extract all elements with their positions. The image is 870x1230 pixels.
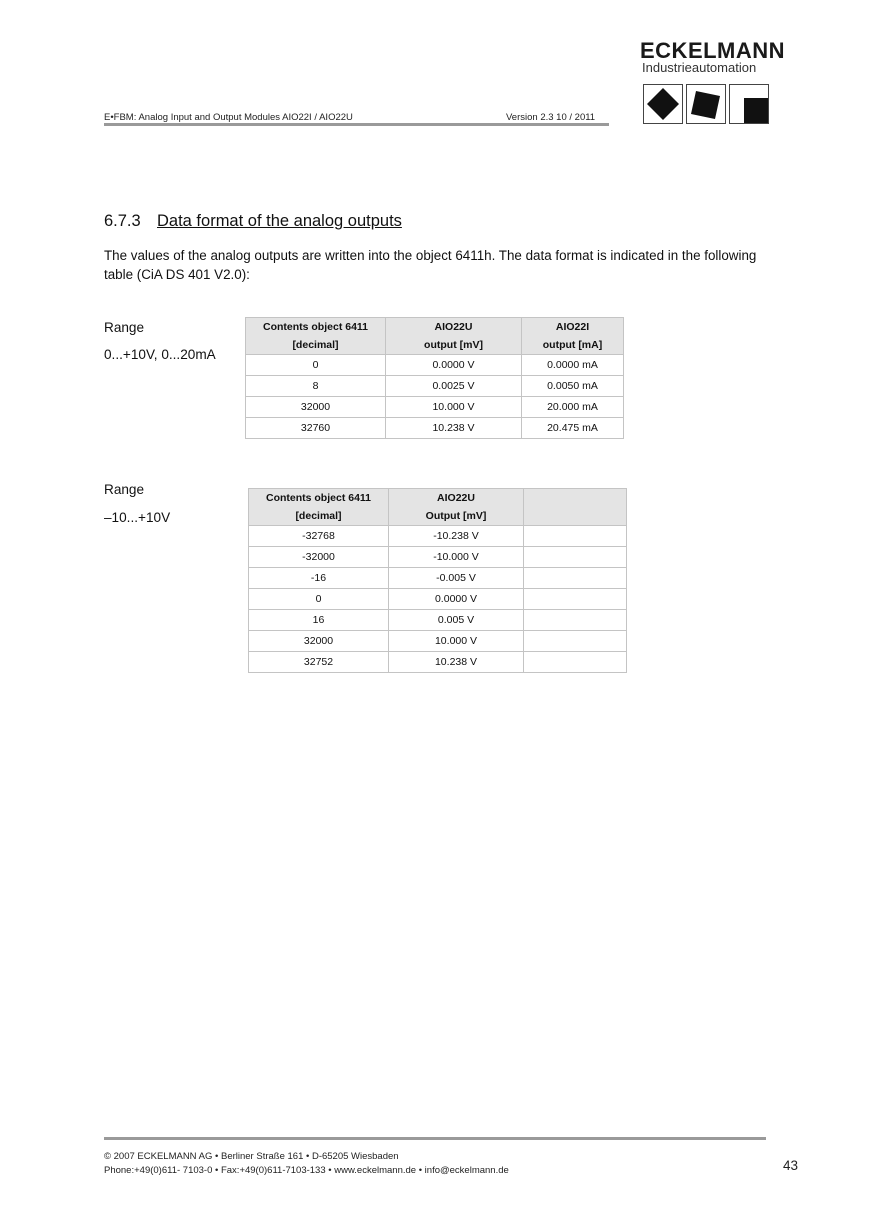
table-cell: 0.0000 V: [386, 355, 522, 376]
logo-division: Industrieautomation: [642, 60, 757, 75]
table-cell: -32000: [249, 547, 389, 568]
table-cell: 32000: [246, 397, 386, 418]
table-cell: 0.0025 V: [386, 376, 522, 397]
table-cell: 0.0050 mA: [522, 376, 624, 397]
table-cell: 10.238 V: [386, 418, 522, 439]
table-cell: 10.000 V: [389, 631, 524, 652]
table-row: [249, 568, 627, 589]
column-header-empty: [524, 489, 627, 526]
table-cell: 32000: [249, 631, 389, 652]
table-cell: [524, 589, 627, 610]
section-intro-paragraph: The values of the analog outputs are written into the object 6411h. The data format is indicated in the following table (CiA DS 401 V2.0):: [104, 248, 757, 282]
table-row: [249, 526, 627, 547]
table-row: [249, 652, 627, 673]
table-cell: 20.475 mA: [522, 418, 624, 439]
footer-divider: [104, 1137, 766, 1140]
range-value: –10...+10V: [104, 510, 171, 525]
data-format-table-bipolar: [248, 488, 627, 673]
table-cell: [524, 652, 627, 673]
column-header: Contents object 6411 [decimal]: [249, 489, 389, 526]
table-cell: 0: [249, 589, 389, 610]
table-cell: [524, 526, 627, 547]
table-cell: [524, 568, 627, 589]
logo-square-icon: [643, 84, 683, 124]
table-cell: 0.005 V: [389, 610, 524, 631]
table-cell: 32752: [249, 652, 389, 673]
table-cell: 16: [249, 610, 389, 631]
page-number: 43: [783, 1158, 799, 1173]
header-version: Version 2.3 10 / 2011: [506, 112, 596, 123]
header-divider: [104, 123, 609, 126]
table-cell: [524, 610, 627, 631]
footer-contact: Phone:+49(0)611- 7103-0 • Fax:+49(0)611-7103-133 • www.eckelmann.de • info@eckelmann.de: [104, 1165, 509, 1176]
data-format-table-unipolar: [245, 317, 624, 439]
section-heading: [104, 212, 402, 231]
table-cell: -0.005 V: [389, 568, 524, 589]
logo-company-name: ECKELMANN: [640, 38, 786, 63]
section-number: 6.7.3: [104, 212, 141, 230]
table-row: [246, 355, 624, 376]
range-value: 0...+10V, 0...20mA: [104, 347, 216, 362]
table-row: [249, 631, 627, 652]
table-header-row: [246, 318, 624, 355]
table-row: [249, 610, 627, 631]
table-row: [246, 397, 624, 418]
header-document-title: E•FBM: Analog Input and Output Modules AIO22I / AIO22U: [104, 112, 353, 123]
logo-square-icon: [686, 84, 726, 124]
table-cell: -16: [249, 568, 389, 589]
table-row: [246, 376, 624, 397]
table-cell: 32760: [246, 418, 386, 439]
table-cell: 10.000 V: [386, 397, 522, 418]
column-header: AIO22I output [mA]: [522, 318, 624, 355]
table-cell: [524, 547, 627, 568]
column-header: Contents object 6411 [decimal]: [246, 318, 386, 355]
table-cell: 0.0000 mA: [522, 355, 624, 376]
table-cell: -32768: [249, 526, 389, 547]
column-header: AIO22U Output [mV]: [389, 489, 524, 526]
table-cell: 20.000 mA: [522, 397, 624, 418]
table-cell: 0.0000 V: [389, 589, 524, 610]
range-label: Range: [104, 320, 145, 335]
table-row: [249, 589, 627, 610]
table-cell: [524, 631, 627, 652]
table-cell: 0: [246, 355, 386, 376]
table-cell: 8: [246, 376, 386, 397]
table-cell: 10.238 V: [389, 652, 524, 673]
table-header-row: [249, 489, 627, 526]
table-row: [246, 418, 624, 439]
table-row: [249, 547, 627, 568]
logo-square-icon: [729, 84, 769, 124]
table-cell: -10.000 V: [389, 547, 524, 568]
section-title: Data format of the analog outputs: [157, 212, 402, 230]
table-cell: -10.238 V: [389, 526, 524, 547]
footer-address: © 2007 ECKELMANN AG • Berliner Straße 161 • D-65205 Wiesbaden: [104, 1151, 399, 1162]
column-header: AIO22U output [mV]: [386, 318, 522, 355]
range-label: Range: [104, 482, 145, 497]
